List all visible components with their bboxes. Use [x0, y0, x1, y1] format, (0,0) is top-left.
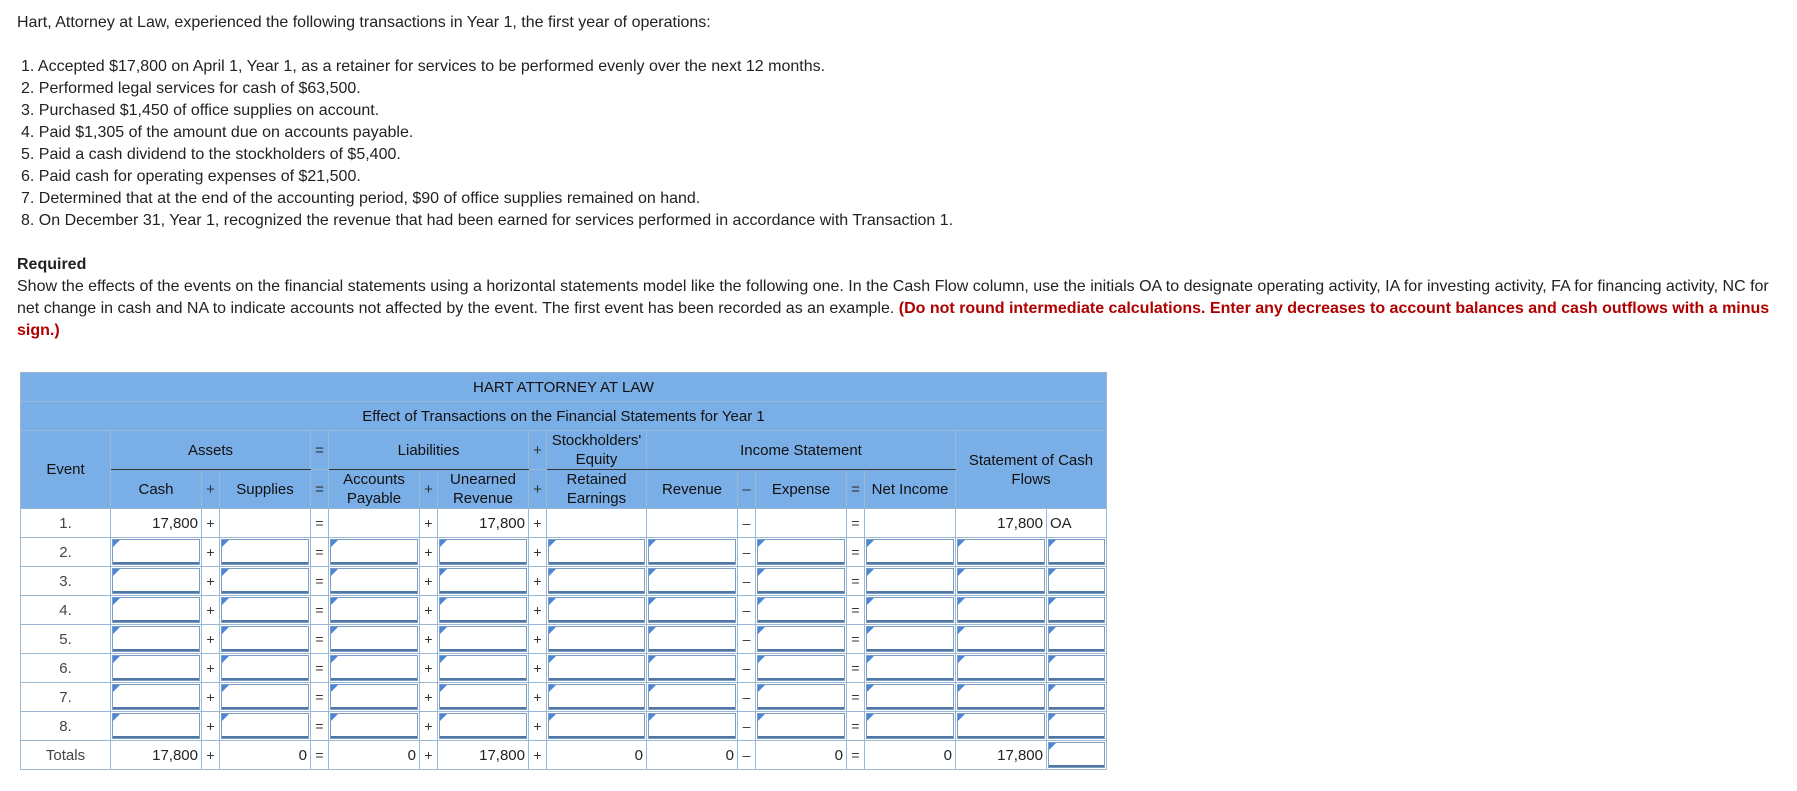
minus-sign: –: [738, 654, 756, 683]
accounts-payable-input[interactable]: [330, 539, 418, 565]
unearned-revenue-input[interactable]: [439, 713, 527, 739]
plus-sign: +: [202, 712, 220, 741]
cash-flow-amount-cell: [956, 538, 1047, 567]
expense-input[interactable]: [757, 713, 845, 739]
cash-cell: [111, 625, 202, 654]
transaction-list: [21, 56, 953, 232]
revenue-cell: [647, 567, 738, 596]
event-label: 4.: [21, 596, 111, 625]
retained-earnings-input[interactable]: [548, 597, 645, 623]
cash-flow-amount-cell: [956, 712, 1047, 741]
unearned-revenue-input[interactable]: [439, 684, 527, 710]
revenue-input[interactable]: [648, 626, 736, 652]
equals-sign: =: [311, 596, 329, 625]
equals-sign: =: [847, 538, 865, 567]
cash-input[interactable]: [112, 568, 200, 594]
supplies-input[interactable]: [221, 597, 309, 623]
total-retained-earnings: 0: [547, 741, 647, 770]
header-expense: Expense: [756, 470, 847, 509]
table-row: [21, 625, 1107, 654]
retained-earnings-cell: [547, 567, 647, 596]
revenue-input[interactable]: [648, 539, 736, 565]
expense-cell: [756, 625, 847, 654]
supplies-cell: [220, 538, 311, 567]
cash-flow-amount-input[interactable]: [957, 713, 1045, 739]
revenue-input[interactable]: [648, 713, 736, 739]
cash-cell: [111, 596, 202, 625]
table-row: [21, 683, 1107, 712]
event-label: 1.: [21, 509, 111, 538]
list-item: 8. On December 31, Year 1, recognized the revenue that had been earned for services performed in accordance with Transaction 1.: [21, 212, 954, 229]
minus-sign: –: [738, 567, 756, 596]
plus-sign: +: [529, 567, 547, 596]
cash-value: 17,800: [111, 509, 202, 538]
plus-sign: +: [529, 596, 547, 625]
supplies-cell: [220, 712, 311, 741]
minus-sign: –: [738, 538, 756, 567]
cash-flow-amount: 17,800: [956, 509, 1047, 538]
plus-sign: +: [529, 538, 547, 567]
supplies-value: [220, 509, 311, 538]
totals-row: [21, 741, 1107, 770]
cash-input[interactable]: [112, 597, 200, 623]
unearned-revenue-cell: [438, 538, 529, 567]
unearned-revenue-input[interactable]: [439, 626, 527, 652]
net-income-input[interactable]: [866, 539, 954, 565]
expense-cell: [756, 654, 847, 683]
plus-sign: +: [420, 712, 438, 741]
problem-intro: [17, 12, 1787, 34]
net-income-cell: [865, 654, 956, 683]
plus-sign: +: [420, 596, 438, 625]
header-cash-flows: Statement of Cash Flows: [956, 431, 1107, 509]
required-body: Show the effects of the events on the financial statements using a horizontal statements model like the following one. In the Cash Flow column, use the initials OA to designate operating activity, IA for investing activity, FA for financing activity, NC for net change in cash and NA to indicate accounts not affected by the event. The first event has been recorded as an example.: [17, 278, 1769, 317]
event-label: 3.: [21, 567, 111, 596]
cash-cell: [111, 654, 202, 683]
plus-sign: +: [529, 712, 547, 741]
plus-sign: +: [420, 683, 438, 712]
header-assets: Assets: [111, 431, 311, 470]
list-item: 7. Determined that at the end of the accounting period, $90 of office supplies remained on hand.: [21, 190, 701, 207]
cash-cell: [111, 567, 202, 596]
list-item: 1. Accepted $17,800 on April 1, Year 1, as a retainer for services to be performed evenly over the next 12 months.: [21, 58, 826, 75]
header-retained-earnings: Retained Earnings: [547, 470, 647, 509]
equals-sign: =: [847, 567, 865, 596]
equals-sign: =: [311, 509, 329, 538]
supplies-input[interactable]: [221, 626, 309, 652]
net-income-input[interactable]: [866, 626, 954, 652]
retained-earnings-cell: [547, 625, 647, 654]
supplies-cell: [220, 625, 311, 654]
totals-label: Totals: [21, 741, 111, 770]
plus-sign: +: [529, 625, 547, 654]
list-item: 2. Performed legal services for cash of $63,500.: [21, 80, 361, 97]
unearned-revenue-input[interactable]: [439, 568, 527, 594]
revenue-cell: [647, 625, 738, 654]
accounts-payable-input[interactable]: [330, 655, 418, 681]
expense-cell: [756, 567, 847, 596]
cash-input[interactable]: [112, 539, 200, 565]
event-label: 7.: [21, 683, 111, 712]
required-emphasis: (Do not round intermediate calculations. Enter any decreases to account balances and cash outflows with a minus sign.): [17, 300, 1770, 339]
net-income-input[interactable]: [866, 568, 954, 594]
net-income-cell: [865, 596, 956, 625]
event-label: 8.: [21, 712, 111, 741]
supplies-input[interactable]: [221, 539, 309, 565]
cash-flow-amount-input[interactable]: [957, 684, 1045, 710]
event-label: 5.: [21, 625, 111, 654]
cash-flow-type-input[interactable]: [1048, 684, 1105, 710]
minus-sign: –: [738, 509, 756, 538]
net-income-cell: [865, 625, 956, 654]
retained-earnings-value: [547, 509, 647, 538]
accounts-payable-input[interactable]: [330, 713, 418, 739]
plus-sign: +: [529, 654, 547, 683]
retained-earnings-cell: [547, 683, 647, 712]
plus-sign: +: [529, 683, 547, 712]
unearned-revenue-input[interactable]: [439, 539, 527, 565]
equals-sign: =: [311, 741, 329, 770]
expense-input[interactable]: [757, 539, 845, 565]
retained-earnings-cell: [547, 538, 647, 567]
equals-sign: =: [847, 509, 865, 538]
retained-earnings-input[interactable]: [548, 568, 645, 594]
table-row: [21, 567, 1107, 596]
header-income-statement: Income Statement: [647, 431, 956, 470]
cash-flow-type-input[interactable]: [1048, 655, 1105, 681]
expense-input[interactable]: [757, 684, 845, 710]
cash-flow-type-cell: [1047, 712, 1107, 741]
header-unearned-revenue: Unearned Revenue: [438, 470, 529, 509]
supplies-cell: [220, 654, 311, 683]
minus-sign: –: [738, 596, 756, 625]
expense-cell: [756, 712, 847, 741]
expense-cell: [756, 596, 847, 625]
cash-flow-type-cell: [1047, 683, 1107, 712]
table-row: [21, 654, 1107, 683]
equals-sign: =: [311, 712, 329, 741]
accounts-payable-cell: [329, 567, 420, 596]
unearned-revenue-cell: [438, 596, 529, 625]
cash-input[interactable]: [112, 713, 200, 739]
retained-earnings-input[interactable]: [548, 626, 645, 652]
cash-flow-type-cell: [1047, 538, 1107, 567]
header-equals: =: [311, 431, 329, 470]
plus-sign: +: [202, 538, 220, 567]
plus-sign: +: [420, 625, 438, 654]
header-supplies: Supplies: [220, 470, 311, 509]
cash-flow-type-cell: [1047, 654, 1107, 683]
header-plus: +: [529, 431, 547, 470]
expense-input[interactable]: [757, 655, 845, 681]
horizontal-statements-model: [20, 372, 1107, 770]
accounts-payable-cell: [329, 683, 420, 712]
expense-input[interactable]: [757, 597, 845, 623]
supplies-cell: [220, 683, 311, 712]
table-row: [21, 509, 1107, 538]
cash-flow-amount-input[interactable]: [957, 539, 1045, 565]
accounts-payable-cell: [329, 596, 420, 625]
equals-sign: =: [847, 683, 865, 712]
expense-cell: [756, 538, 847, 567]
list-item: 6. Paid cash for operating expenses of $21,500.: [21, 168, 361, 185]
equals-sign: =: [311, 625, 329, 654]
table-row: [21, 538, 1107, 567]
total-revenue: 0: [647, 741, 738, 770]
retained-earnings-input[interactable]: [548, 713, 645, 739]
equals-sign: =: [847, 712, 865, 741]
header-event: Event: [21, 431, 111, 509]
plus-sign: +: [420, 654, 438, 683]
cash-flow-amount-cell: [956, 567, 1047, 596]
retained-earnings-cell: [547, 654, 647, 683]
total-cash: 17,800: [111, 741, 202, 770]
table-title: HART ATTORNEY AT LAW: [21, 373, 1107, 402]
plus-sign: +: [202, 596, 220, 625]
revenue-cell: [647, 683, 738, 712]
header-net-income: Net Income: [865, 470, 956, 509]
accounts-payable-value: [329, 509, 420, 538]
cash-flow-amount-input[interactable]: [957, 626, 1045, 652]
header-stockholders-equity: Stockholders' Equity: [547, 431, 647, 470]
supplies-input[interactable]: [221, 655, 309, 681]
plus-sign: +: [202, 625, 220, 654]
header-plus: +: [202, 470, 220, 509]
cash-flow-amount-input[interactable]: [957, 568, 1045, 594]
cash-flow-type-cell: [1047, 625, 1107, 654]
revenue-cell: [647, 538, 738, 567]
plus-sign: +: [420, 567, 438, 596]
net-income-input[interactable]: [866, 597, 954, 623]
equals-sign: =: [847, 654, 865, 683]
plus-sign: +: [202, 741, 220, 770]
unearned-revenue-cell: [438, 567, 529, 596]
retained-earnings-input[interactable]: [548, 539, 645, 565]
revenue-cell: [647, 596, 738, 625]
unearned-revenue-cell: [438, 654, 529, 683]
event-label: 6.: [21, 654, 111, 683]
plus-sign: +: [202, 683, 220, 712]
revenue-cell: [647, 712, 738, 741]
header-liabilities: Liabilities: [329, 431, 529, 470]
total-supplies: 0: [220, 741, 311, 770]
net-income-cell: [865, 567, 956, 596]
cash-cell: [111, 538, 202, 567]
total-accounts-payable: 0: [329, 741, 420, 770]
net-income-cell: [865, 538, 956, 567]
minus-sign: –: [738, 683, 756, 712]
unearned-revenue-input[interactable]: [439, 655, 527, 681]
cash-flow-amount-cell: [956, 625, 1047, 654]
accounts-payable-input[interactable]: [330, 626, 418, 652]
retained-earnings-cell: [547, 596, 647, 625]
table-row: [21, 596, 1107, 625]
required-heading: Required: [17, 256, 87, 273]
supplies-input[interactable]: [221, 713, 309, 739]
total-expense: 0: [756, 741, 847, 770]
cash-flow-type: OA: [1047, 509, 1107, 538]
header-plus: +: [529, 470, 547, 509]
revenue-input[interactable]: [648, 597, 736, 623]
cash-flow-amount-cell: [956, 654, 1047, 683]
supplies-input[interactable]: [221, 684, 309, 710]
list-item: 5. Paid a cash dividend to the stockholders of $5,400.: [21, 146, 401, 163]
equals-sign: =: [311, 538, 329, 567]
cash-flow-type-input[interactable]: [1048, 713, 1105, 739]
plus-sign: +: [420, 741, 438, 770]
equals-sign: =: [847, 741, 865, 770]
expense-input[interactable]: [757, 626, 845, 652]
cash-flow-type-cell: [1047, 567, 1107, 596]
cash-cell: [111, 683, 202, 712]
cash-flow-amount-cell: [956, 683, 1047, 712]
supplies-cell: [220, 596, 311, 625]
total-unearned-revenue: 17,800: [438, 741, 529, 770]
header-equals: =: [311, 470, 329, 509]
cash-flow-type-input[interactable]: [1048, 539, 1105, 565]
total-cash-flow-type-cell: [1047, 741, 1107, 770]
cash-flow-type-input[interactable]: [1048, 568, 1105, 594]
net-income-cell: [865, 712, 956, 741]
plus-sign: +: [529, 509, 547, 538]
revenue-cell: [647, 654, 738, 683]
minus-sign: –: [738, 625, 756, 654]
minus-sign: –: [738, 712, 756, 741]
unearned-revenue-cell: [438, 683, 529, 712]
table-subtitle: Effect of Transactions on the Financial Statements for Year 1: [21, 402, 1107, 431]
supplies-cell: [220, 567, 311, 596]
net-income-value: [865, 509, 956, 538]
retained-earnings-cell: [547, 712, 647, 741]
header-accounts-payable: Accounts Payable: [329, 470, 420, 509]
plus-sign: +: [529, 741, 547, 770]
unearned-revenue-input[interactable]: [439, 597, 527, 623]
total-cash-flow-type-input[interactable]: [1048, 742, 1105, 768]
header-cash: Cash: [111, 470, 202, 509]
plus-sign: +: [420, 509, 438, 538]
expense-cell: [756, 683, 847, 712]
revenue-input[interactable]: [648, 684, 736, 710]
accounts-payable-cell: [329, 538, 420, 567]
equals-sign: =: [311, 567, 329, 596]
header-minus: –: [738, 470, 756, 509]
list-item: 3. Purchased $1,450 of office supplies on account.: [21, 102, 380, 119]
expense-input[interactable]: [757, 568, 845, 594]
retained-earnings-input[interactable]: [548, 655, 645, 681]
retained-earnings-input[interactable]: [548, 684, 645, 710]
cash-flow-amount-cell: [956, 596, 1047, 625]
plus-sign: +: [420, 538, 438, 567]
required-instructions: [17, 276, 1789, 342]
revenue-input[interactable]: [648, 655, 736, 681]
accounts-payable-input[interactable]: [330, 597, 418, 623]
header-revenue: Revenue: [647, 470, 738, 509]
minus-sign: –: [738, 741, 756, 770]
list-item: 4. Paid $1,305 of the amount due on accounts payable.: [21, 124, 414, 141]
total-cash-flow: 17,800: [956, 741, 1047, 770]
cash-input[interactable]: [112, 684, 200, 710]
cash-flow-amount-input[interactable]: [957, 655, 1045, 681]
equals-sign: =: [311, 654, 329, 683]
supplies-input[interactable]: [221, 568, 309, 594]
cash-flow-type-cell: [1047, 596, 1107, 625]
plus-sign: +: [202, 654, 220, 683]
equals-sign: =: [311, 683, 329, 712]
event-label: 2.: [21, 538, 111, 567]
required-section: [17, 254, 1789, 342]
revenue-input[interactable]: [648, 568, 736, 594]
intro-text: Hart, Attorney at Law, experienced the following transactions in Year 1, the first year of operations:: [17, 14, 711, 31]
plus-sign: +: [202, 509, 220, 538]
revenue-value: [647, 509, 738, 538]
unearned-revenue-value: 17,800: [438, 509, 529, 538]
equals-sign: =: [847, 596, 865, 625]
total-net-income: 0: [865, 741, 956, 770]
net-income-cell: [865, 683, 956, 712]
accounts-payable-cell: [329, 625, 420, 654]
expense-value: [756, 509, 847, 538]
plus-sign: +: [202, 567, 220, 596]
header-equals: =: [847, 470, 865, 509]
equals-sign: =: [847, 625, 865, 654]
cash-input[interactable]: [112, 655, 200, 681]
cash-input[interactable]: [112, 626, 200, 652]
net-income-input[interactable]: [866, 713, 954, 739]
net-income-input[interactable]: [866, 684, 954, 710]
unearned-revenue-cell: [438, 625, 529, 654]
cash-flow-type-input[interactable]: [1048, 626, 1105, 652]
accounts-payable-input[interactable]: [330, 684, 418, 710]
accounts-payable-cell: [329, 712, 420, 741]
cash-flow-amount-input[interactable]: [957, 597, 1045, 623]
unearned-revenue-cell: [438, 712, 529, 741]
accounts-payable-cell: [329, 654, 420, 683]
cash-flow-type-input[interactable]: [1048, 597, 1105, 623]
net-income-input[interactable]: [866, 655, 954, 681]
accounts-payable-input[interactable]: [330, 568, 418, 594]
table-row: [21, 712, 1107, 741]
header-plus: +: [420, 470, 438, 509]
cash-cell: [111, 712, 202, 741]
